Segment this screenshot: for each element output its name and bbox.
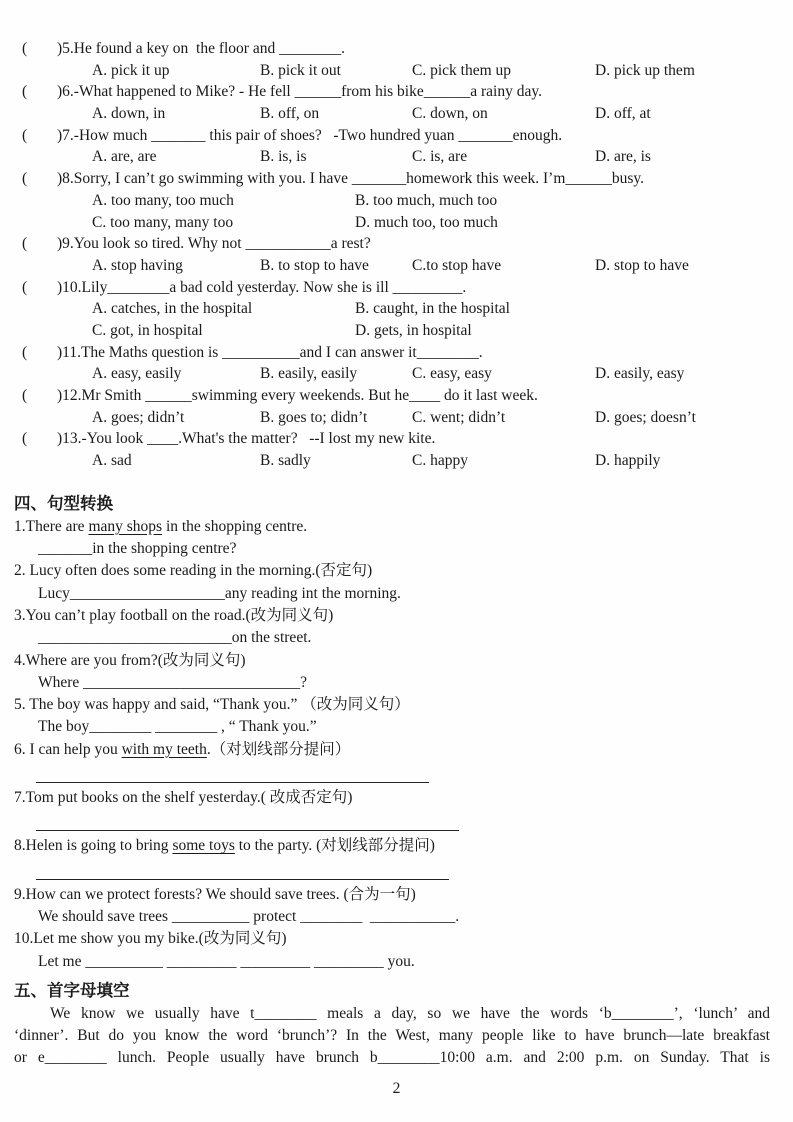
mcq-options-8-row2 xyxy=(14,212,793,234)
transform-item-2-answer: Lucy____________________any reading int the morning. xyxy=(38,584,401,602)
option-d: D. goes; doesn’t xyxy=(595,408,696,426)
option-b: B. to stop to have xyxy=(260,256,369,274)
option-d: D. much too, too much xyxy=(355,213,498,231)
mcq-options-10-row2 xyxy=(14,320,793,342)
mcq-options-10-row1 xyxy=(14,298,793,320)
mcq-question-10 xyxy=(14,277,793,299)
paragraph-line-1: We know we usually have t________ meals a day, so we have the words ‘b________’, ‘lunch’ and xyxy=(50,1004,770,1022)
mcq-options-5 xyxy=(14,60,793,82)
transform-item-3-answer: _________________________on the street. xyxy=(38,629,312,647)
first-letter-fill-section xyxy=(14,979,793,1070)
question-text: )10.Lily________a bad cold yesterday. Now she is ill _________. xyxy=(57,278,467,296)
option-c: C. happy xyxy=(412,452,468,470)
mcq-question-7 xyxy=(14,125,793,147)
transform-item-9-source: 9.How can we protect forests? We should save trees. (合为一句) xyxy=(14,885,416,903)
paragraph-line-3: or e________ lunch. People usually have brunch b________10:00 a.m. and 2:00 p.m. on Sunday. That is xyxy=(14,1049,770,1067)
transform-item-5-answer: The boy________ ________ , “ Thank you.” xyxy=(38,718,317,736)
mcq-question-9 xyxy=(14,233,793,255)
answer-paren: ( xyxy=(22,387,28,404)
page-number: 2 xyxy=(392,1080,401,1097)
option-d: D. are, is xyxy=(595,148,651,166)
question-text: )8.Sorry, I can’t go swimming with you. I have _______homework this week. I’m______busy. xyxy=(57,170,645,188)
mcq-question-8 xyxy=(14,168,793,190)
transform-item-6-source xyxy=(14,739,793,761)
underlined-phrase: with my teeth xyxy=(121,740,207,758)
answer-paren: ( xyxy=(22,278,28,296)
option-a: A. catches, in the hospital xyxy=(92,300,253,318)
option-a: A. pick it up xyxy=(92,61,170,79)
option-d: D. easily, easy xyxy=(595,365,685,383)
transform-item-1-answer: _______in the shopping centre? xyxy=(38,540,237,558)
underlined-phrase: many shops xyxy=(88,517,163,535)
option-d: D. happily xyxy=(595,452,661,470)
option-b: B. is, is xyxy=(260,148,307,166)
answer-rule xyxy=(36,830,459,831)
option-d: D. pick up them xyxy=(595,61,695,79)
sentence-transformation-section xyxy=(14,492,793,973)
section5-title: 五、首字母填空 xyxy=(14,981,130,1000)
item-text: 1.There are xyxy=(14,517,89,535)
fill-paragraph xyxy=(14,1003,770,1070)
mcq-question-11 xyxy=(14,342,793,364)
question-text: )11.The Maths question is __________and I can answer it________. xyxy=(57,343,483,361)
answer-paren: ( xyxy=(22,83,28,101)
transform-item-7-answer-line xyxy=(14,809,793,835)
option-a: A. easy, easily xyxy=(92,365,182,383)
answer-paren: ( xyxy=(22,430,28,448)
option-a: A. sad xyxy=(92,452,132,470)
question-text: )7.-How much _______ this pair of shoes? -Two hundred yuan _______enough. xyxy=(57,126,563,144)
transform-item-5-source: 5. The boy was happy and said, “Thank you.” （改为同义句） xyxy=(14,696,410,714)
mcq-question-13 xyxy=(14,428,793,450)
mcq-options-12 xyxy=(14,407,793,429)
option-c: C. is, are xyxy=(412,148,468,166)
mcq-options-7 xyxy=(14,146,793,168)
option-d: D. gets, in hospital xyxy=(355,321,472,339)
mcq-options-11 xyxy=(14,363,793,385)
answer-paren: ( xyxy=(22,235,28,253)
transform-item-2-source: 2. Lucy often does some reading in the morning.(否定句) xyxy=(14,562,373,580)
question-text: )12.Mr Smith ______swimming every weekends. But he____ do it last week. xyxy=(57,387,538,404)
transform-item-4-answer: Where ____________________________? xyxy=(38,673,308,691)
option-c: C.to stop have xyxy=(412,256,502,274)
mcq-options-6 xyxy=(14,103,793,125)
answer-rule xyxy=(36,782,429,783)
question-text: )13.-You look ____.What's the matter? --I lost my new kite. xyxy=(57,430,436,448)
answer-rule xyxy=(36,879,449,880)
option-c: C. went; didn’t xyxy=(412,408,506,426)
option-c: C. down, on xyxy=(412,105,488,123)
question-text: )9.You look so tired. Why not ___________a rest? xyxy=(57,235,371,253)
option-c: C. too many, many too xyxy=(92,213,234,231)
item-text: in the shopping centre. xyxy=(162,517,308,535)
answer-paren: ( xyxy=(22,343,28,361)
transform-item-9-answer: We should save trees __________ protect ________ ___________. xyxy=(38,907,460,925)
mcq-question-12 xyxy=(14,385,793,407)
mcq-question-5 xyxy=(14,38,793,60)
transform-item-8-answer-line xyxy=(14,858,793,884)
option-a: A. too many, too much xyxy=(92,191,234,209)
option-a: A. are, are xyxy=(92,148,157,166)
answer-paren: ( xyxy=(22,126,28,144)
answer-paren: ( xyxy=(22,170,28,188)
option-b: B. goes to; didn’t xyxy=(260,408,368,426)
transform-item-10-answer: Let me __________ _________ _________ _________ you. xyxy=(38,952,415,970)
option-b: B. pick it out xyxy=(260,61,341,79)
option-a: A. goes; didn’t xyxy=(92,408,185,426)
option-a: A. down, in xyxy=(92,105,166,123)
item-text: 8.Helen is going to bring xyxy=(14,837,173,855)
transform-item-3-source: 3.You can’t play football on the road.(改为同义句) xyxy=(14,606,334,624)
answer-paren: ( xyxy=(22,40,28,57)
item-text: to the party. (对划线部分提问) xyxy=(234,837,435,855)
option-b: B. sadly xyxy=(260,452,311,470)
option-c: C. got, in hospital xyxy=(92,321,203,339)
transform-item-4-source: 4.Where are you from?(改为同义句) xyxy=(14,651,246,669)
option-a: A. stop having xyxy=(92,256,183,274)
option-b: B. too much, much too xyxy=(355,191,498,209)
transform-item-1-source xyxy=(14,516,793,538)
option-d: D. stop to have xyxy=(595,256,689,274)
option-c: C. easy, easy xyxy=(412,365,492,383)
question-text: )5.He found a key on the floor and ________. xyxy=(57,40,345,57)
option-b: B. easily, easily xyxy=(260,365,358,383)
option-d: D. off, at xyxy=(595,105,651,123)
item-text: .（对划线部分提问） xyxy=(206,740,351,758)
transform-item-10-source: 10.Let me show you my bike.(改为同义句) xyxy=(14,930,287,948)
item-text: 6. I can help you xyxy=(14,740,122,758)
question-text: )6.-What happened to Mike? - He fell ______from his bike______a rainy day. xyxy=(57,83,542,101)
option-b: B. caught, in the hospital xyxy=(355,300,510,318)
mcq-question-6 xyxy=(14,81,793,103)
mcq-options-13 xyxy=(14,450,793,472)
option-b: B. off, on xyxy=(260,105,320,123)
transform-item-8-source xyxy=(14,835,793,857)
transform-item-6-answer-line xyxy=(14,761,793,787)
mcq-options-9 xyxy=(14,255,793,277)
underlined-phrase: some toys xyxy=(172,837,235,855)
transform-item-7-source: 7.Tom put books on the shelf yesterday.( 改成否定句) xyxy=(14,789,353,807)
option-c: C. pick them up xyxy=(412,61,512,79)
section4-title: 四、句型转换 xyxy=(14,494,113,513)
multiple-choice-section xyxy=(14,38,793,472)
mcq-options-8-row1 xyxy=(14,190,793,212)
paragraph-line-2: ‘dinner’. But do you know the word ‘brunch’? In the West, many people like to have brunch—late breakfast xyxy=(14,1027,770,1045)
